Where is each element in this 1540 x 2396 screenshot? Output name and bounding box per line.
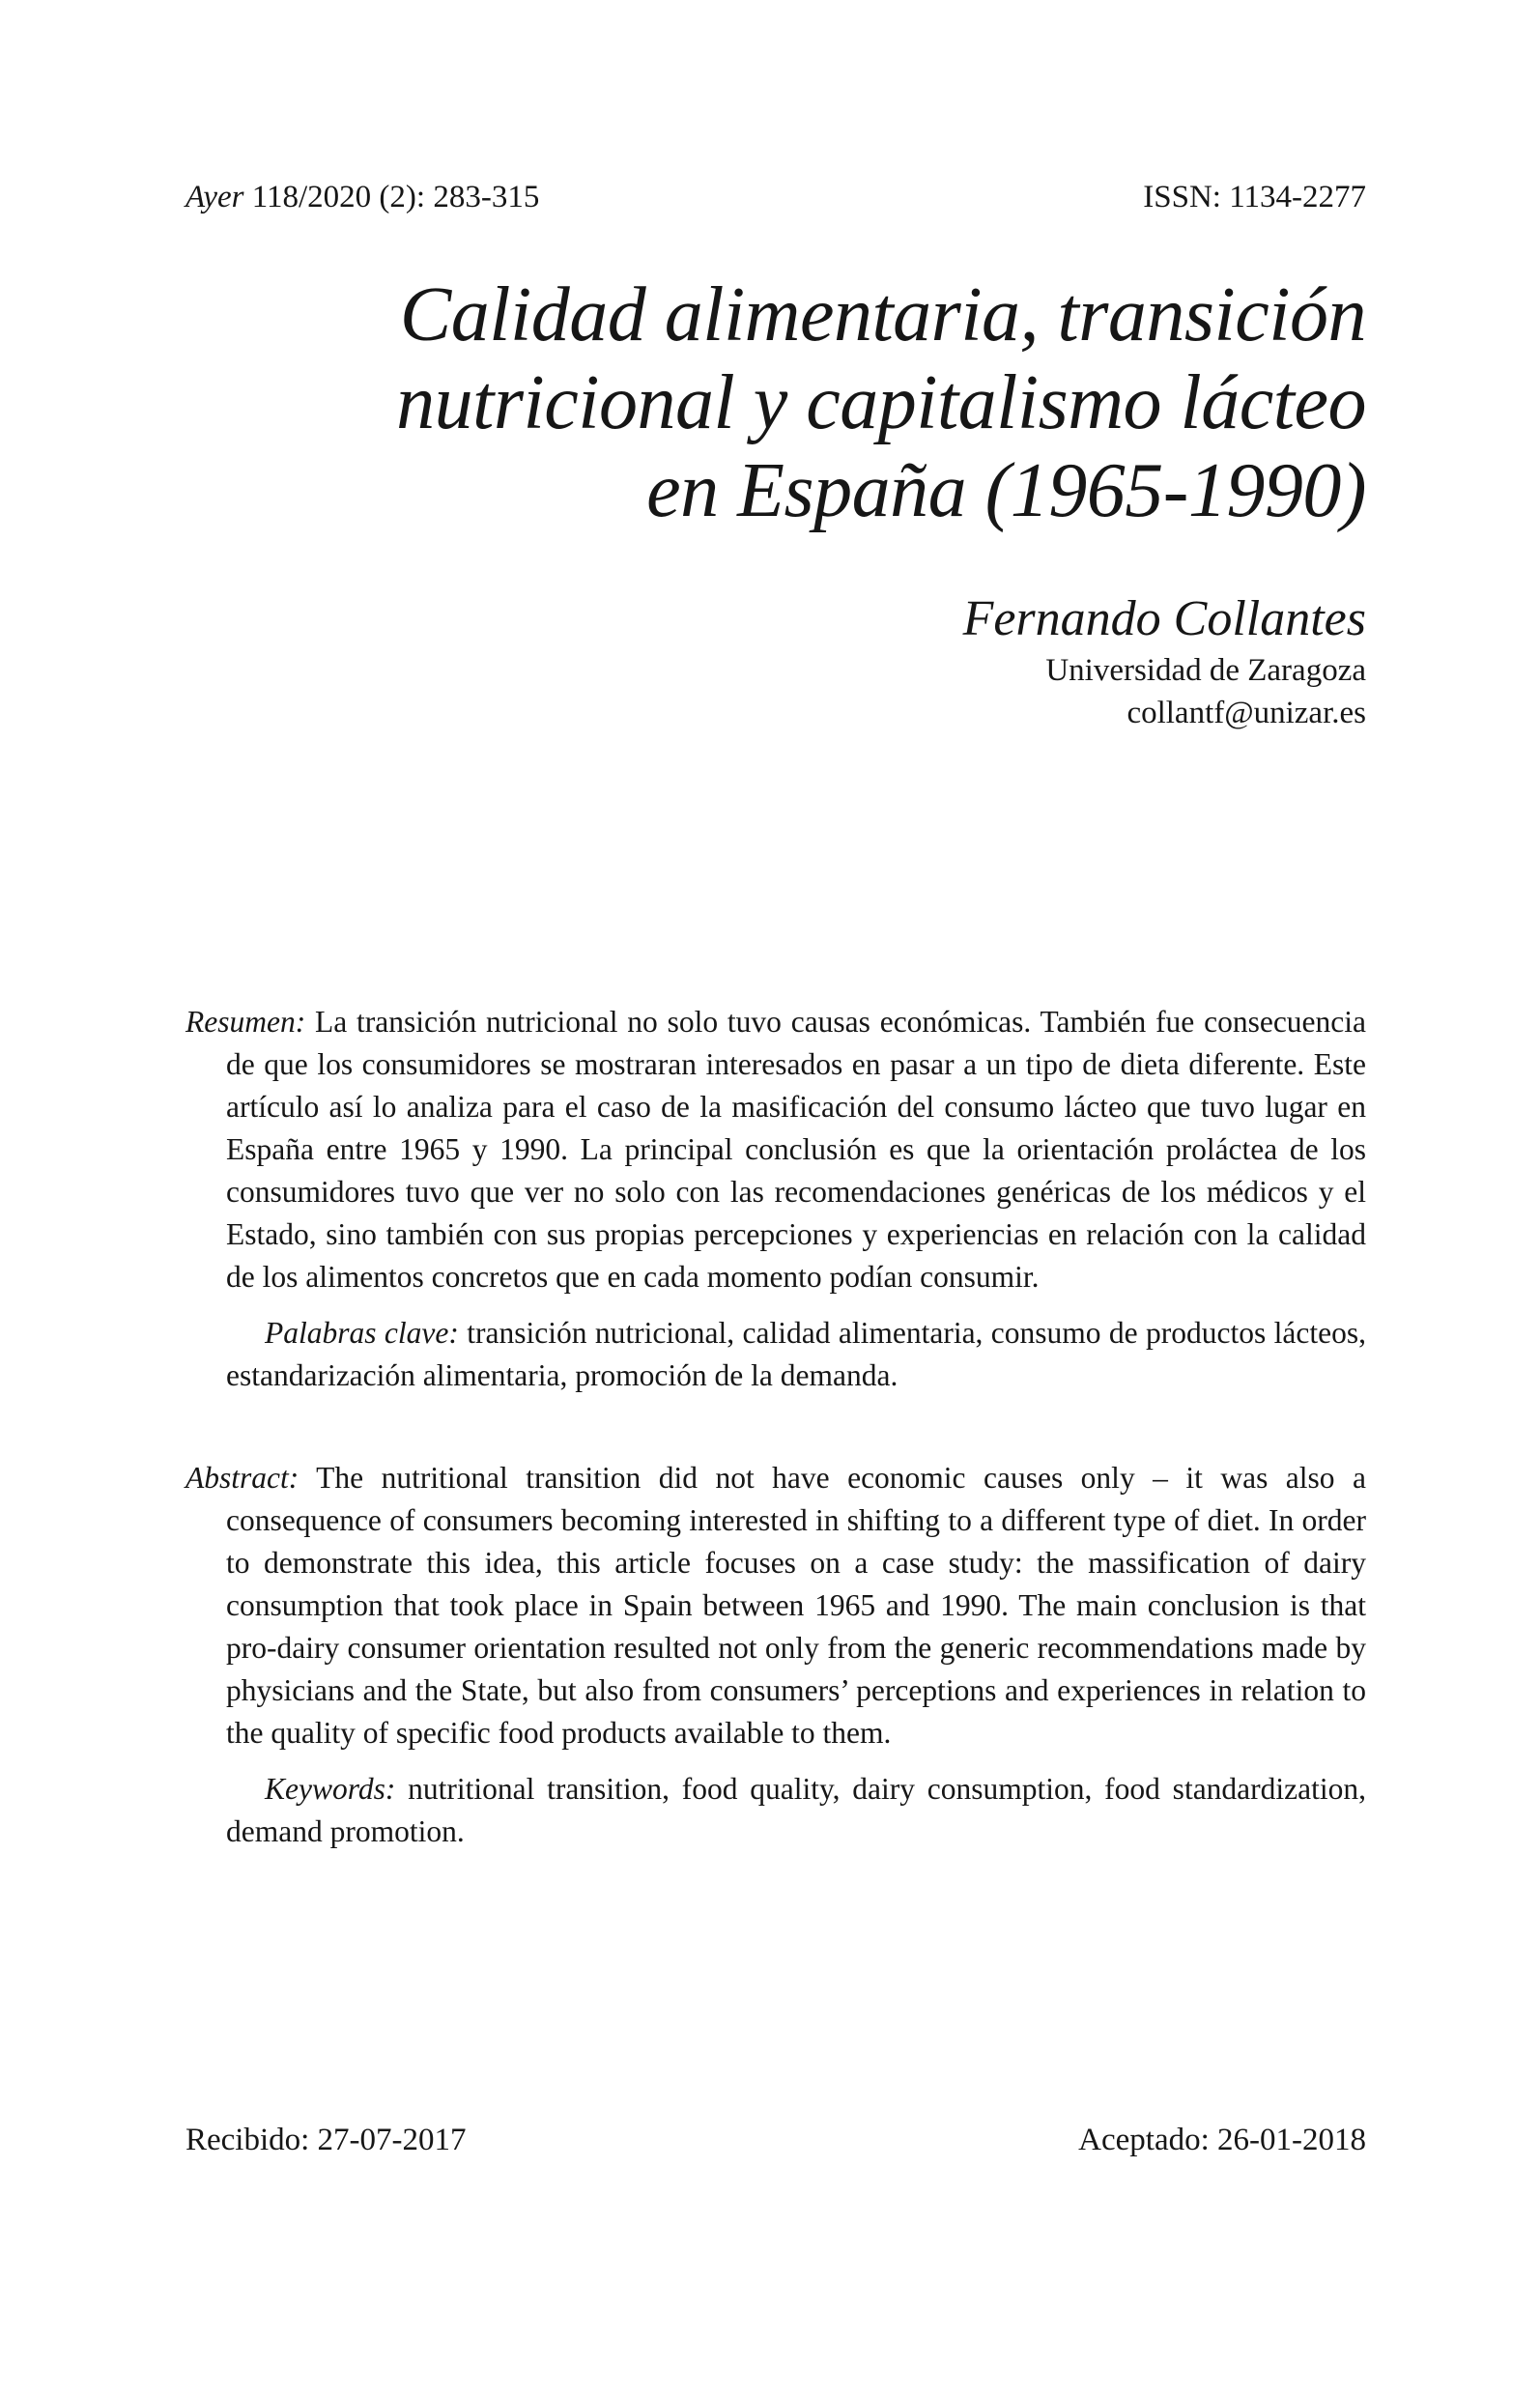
palabras-clave-label: Palabras clave: — [265, 1316, 459, 1351]
issn: ISSN: 1134-2277 — [1143, 180, 1366, 214]
journal-issue-info: 118/2020 (2): 283-315 — [243, 180, 540, 214]
author-email: collantf@unizar.es — [1126, 695, 1366, 730]
author-affiliation: Universidad de Zaragoza — [1045, 653, 1366, 689]
article-title — [185, 271, 1366, 536]
journal-name: Ayer — [185, 180, 244, 214]
masthead — [185, 179, 1366, 217]
resumen-paragraph — [185, 1001, 1366, 1298]
abstract-paragraph — [185, 1457, 1366, 1754]
palabras-clave-text: transición nutricional, calidad alimentaria, consumo de productos lácteos, estandarización alimentaria, promoción de la demanda. — [226, 1316, 1366, 1393]
byline — [185, 587, 1366, 734]
keywords-label: Keywords: — [265, 1772, 396, 1807]
abstract-spanish-section — [185, 1001, 1366, 1397]
abstract-text: The nutritional transition did not have economic causes only – it was also a consequence of consumers becoming interested in shifting to a different type of diet. In order to demonstrate this idea, this article focuses on a case study: the massification of dairy consumption that took place in Spain between 1965 and 1990. The main conclusion is that pro-dairy consumer orientation resulted not only from the generic recommendations made by physicians and the State, but also from consumers’ perceptions and experiences in relation to the quality of specific food products available to them. — [226, 1461, 1366, 1751]
resumen-label: Resumen: — [185, 1005, 306, 1040]
author-name: Fernando Collantes — [962, 591, 1366, 647]
abstract-english-section — [185, 1457, 1366, 1853]
submission-dates — [185, 2122, 1366, 2160]
journal-reference — [185, 179, 539, 217]
palabras-clave-paragraph — [185, 1312, 1366, 1397]
article-title-line-3: en España (1965-1990) — [646, 447, 1366, 533]
resumen-text: La transición nutricional no solo tuvo causas económicas. También fue consecuencia de que los consumidores se mostraran interesados en pasar a un tipo de dieta diferente. Este artículo así lo analiza para el caso de la masificación del consumo lácteo que tuvo lugar en España entre 1965 y 1990. La principal conclusión es que la orientación proláctea de los consumidores tuvo que ver no solo con las recomendaciones genéricas de los médicos y el Estado, sino también con sus propias percepciones y experiencias en relación con la calidad de los alimentos concretos que en cada momento podían consumir. — [226, 1005, 1366, 1295]
received-date: Recibido: 27-07-2017 — [185, 2123, 467, 2157]
keywords-text: nutritional transition, food quality, dairy consumption, food standardization, demand promotion. — [226, 1772, 1366, 1849]
accepted-date: Aceptado: 26-01-2018 — [1078, 2123, 1366, 2157]
article-title-line-1: Calidad alimentaria, transición — [399, 271, 1366, 357]
keywords-paragraph — [185, 1768, 1366, 1853]
article-title-line-2: nutricional y capitalismo lácteo — [396, 359, 1366, 445]
abstract-label: Abstract: — [185, 1461, 299, 1496]
